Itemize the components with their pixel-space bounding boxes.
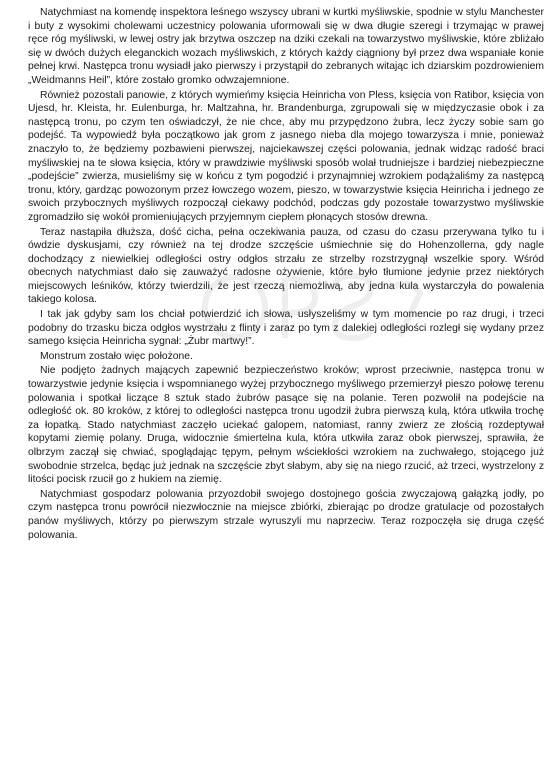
paragraph-2: Również pozostali panowie, z których wymieńmy księcia Heinricha von Pless, księcia von Ratibor, księcia von Ujesd, hr. Kleista, hr. Eulenburga, hr. Maltzahna, hr. Brandenburga, zgrupowali się w międzyczasie obok i za następcą tronu, po czym ten oświadczył, że nie chce, aby mu przypędzono żubra, lecz życzy sobie sam go podejść. Ta wypowiedź była początkowo jak grom z jasnego nieba dla mojego towarzysza i mnie, ponieważ znaczyło to, że będziemy pozbawieni pierwszej, najciekawszej części polowania, jednak widząc radość braci myśliwskiej na te słowa księcia, który w prawdziwie myśliwski sposób wolał trudniejsze i bardziej niebezpieczne „podejście” zwierza, musieliśmy się w końcu z tym pogodzić i przynajmniej wzrokiem podążaliśmy za następcą tronu, który, gardząc powozonym przez łowczego wozem, pieszo, w towarzystwie księcia Heinricha i jednego ze swoich przybocznych myśliwych rozpoczął ciekawy podchód, podczas gdy pozostałe towarzystwo myśliwskie zgromadziło się wokół promieniujących przyjemnym ciepłem płonących stosów drewna. — [28, 89, 544, 223]
paragraph-1: Natychmiast na komendę inspektora leśnego wszyscy ubrani w kurtki myśliwskie, spodnie w stylu Manchester i buty z wysokimi cholewami uczestnicy polowania uformowali się w dwa długie szeregi i trzymając w prawej ręce róg myśliwski, w lewej ostry jak brzytwa oszczep na dziki czekali na towarzystwo myśliwskie, które zbliżało się w dwóch dużych eleganckich wozach myśliwskich, z których każdy ciągniony był przez dwa wspaniałe konie pełnej krwi. Następca tronu wysiadł jako pierwszy i przystąpił do zebranych witając ich dziarskim pozdrowieniem „Weidmanns Heil”, które zostało gromko odwzajemnione. — [28, 7, 544, 86]
paragraph-7: Natychmiast gospodarz polowania przyozdobił swojego dostojnego gościa zwyczajową gałązką jodły, po czym następca tronu powrócił niezwłocznie na miejsce zbiórki, zbierając po drodze gratulacje od pozostałych panów myśliwych, którzy po pierwszym strzale wyruszyli mu naprzeciw. Teraz rozpoczęła się druga część polowania. — [28, 488, 544, 541]
paragraph-3: Teraz nastąpiła dłuższa, dość cicha, pełna oczekiwania pauza, od czasu do czasu przerywana tylko tu i ówdzie dyskusjami, czy również na tej drodze szczęście uśmiechnie się do Hohenzollerna, gdy nagle dochodzący z niewielkiej odległości ostry odgłos strzału ze strzelby rozstrzygnął wszelkie spory. Wśród obecnych natychmiast dało się zauważyć radosne ożywienie, które było tłumione jedynie przez niektórych miejscowych leśników, którzy twierdzili, że jest rzeczą niemożliwą, aby jedna kula wystarczyła do powalenia takiego kolosa. — [28, 226, 544, 306]
paragraph-4: I tak jak gdyby sam los chciał potwierdzić ich słowa, usłyszeliśmy w tym momencie po raz drugi, i trzeci podobny do trzasku bicza odgłos wystrzału z flinty i zaraz po tym z dalekiej odległości rozległ się wydany przez samego księcia Heinricha sygnał: „Żubr martwy!”. — [28, 309, 544, 348]
document-body — [28, 6, 544, 542]
paragraph-5: Monstrum zostało więc położone. — [40, 350, 193, 362]
paragraph-6: Nie podjęto żadnych mających zapewnić bezpieczeństwo kroków; wprost przeciwnie, następca tronu w towarzystwie jedynie księcia i wspomnianego wyżej przybocznego myśliwego przemierzył pieszo połowę terenu polowania i spotkał liczące 8 sztuk stado żubrów pasące się na polanie. Teren pozwolił na podejście na odległość ok. 80 kroków, z której to odległości następca tronu ugodził żubra pierwszą kulą, która utkwiła trochę za łopatką. Stado natychmiast zaczęło uciekać galopem, natomiast, ranny zwierz ze złością rozdeptywał kopytami ziemię polany. Druga, widocznie śmiertelna kula, która utkwiła zaraz obok pierwszej, sprawiła, że olbrzym zaczął się chwiać, spoglądając tępym, pełnym wściekłości wzrokiem na zuchwałego, stojącego już swobodnie strzelca, będąc już jednak na szczęście zbyt słabym, aby się na niego rzucić, aż trzeci, wystrzelony z litości pocisk rzucił go z hukiem na ziemię. — [28, 365, 544, 486]
